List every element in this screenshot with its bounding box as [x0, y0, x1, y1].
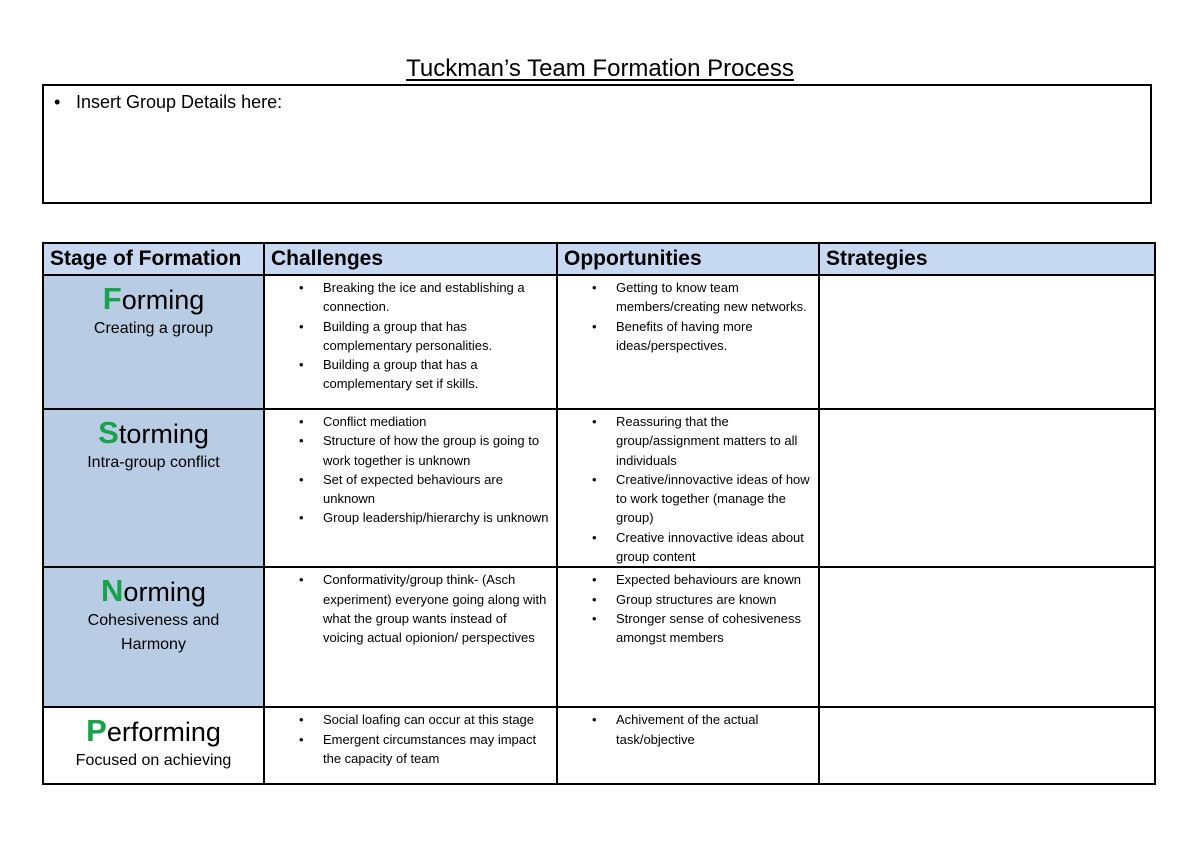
list-item: • Stronger sense of cohesiveness amongst members [616, 609, 812, 648]
header-strategies: Strategies [819, 243, 1155, 275]
document-title: Tuckman’s Team Formation Process [406, 55, 794, 82]
stage-cell-norming [43, 567, 264, 707]
list-item: • Building a group that has a complementary set if skills. [323, 355, 550, 394]
opportunities-cell [557, 567, 819, 707]
stage-initial: S [98, 415, 119, 450]
challenges-cell [264, 707, 557, 784]
strategies-cell[interactable] [819, 567, 1155, 707]
group-details-box[interactable] [42, 84, 1152, 204]
list-item: • Expected behaviours are known [616, 570, 812, 589]
stage-description: Intra-group conflict [87, 454, 220, 471]
stage-rest: torming [118, 419, 209, 449]
table-row [43, 275, 1155, 409]
list-item: • Conflict mediation [323, 412, 550, 431]
stage-initial: P [86, 713, 107, 749]
strategies-cell[interactable] [819, 275, 1155, 409]
list-item: • Getting to know team members/creating new networks. [616, 278, 812, 317]
stage-name [44, 574, 263, 609]
strategies-cell[interactable] [819, 707, 1155, 784]
list-item: • Creative innovactive ideas about group content [616, 528, 812, 567]
list-item: • Breaking the ice and establishing a connection. [323, 278, 550, 317]
list-item: • Social loafing can occur at this stage [323, 710, 550, 729]
opportunities-cell [557, 275, 819, 409]
challenges-cell [264, 275, 557, 409]
stage-name [44, 282, 263, 317]
strategies-cell[interactable] [819, 409, 1155, 567]
challenges-cell [264, 567, 557, 707]
table-header-row [43, 243, 1155, 275]
list-item: • Creative/innovactive ideas of how to work together (manage the group) [616, 470, 812, 528]
stage-cell-storming [43, 409, 264, 567]
list-item: • Group leadership/hierarchy is unknown [323, 508, 550, 527]
list-item: • Building a group that has complementary personalities. [323, 317, 550, 356]
list-item: • Emergent circumstances may impact the capacity of team [323, 730, 550, 769]
stage-description: Cohesiveness and Harmony [87, 612, 220, 654]
list-item: • Benefits of having more ideas/perspectives. [616, 317, 812, 356]
stage-description: Creating a group [93, 320, 214, 337]
tuckman-table [42, 242, 1156, 785]
list-item: • Reassuring that the group/assignment matters to all individuals [616, 412, 812, 470]
stage-name [44, 416, 263, 451]
stage-name [44, 714, 263, 749]
table-row [43, 707, 1155, 784]
challenges-cell [264, 409, 557, 567]
stage-initial: F [102, 281, 122, 316]
header-challenges: Challenges [264, 243, 557, 275]
stage-rest: orming [121, 285, 205, 315]
header-stage: Stage of Formation [43, 243, 264, 275]
opportunities-cell [557, 409, 819, 567]
list-item: • Set of expected behaviours are unknown [323, 470, 550, 509]
list-item: • Structure of how the group is going to work together is unknown [323, 431, 550, 470]
stage-initial: N [101, 573, 124, 609]
table-row [43, 409, 1155, 567]
table-row [43, 567, 1155, 707]
list-item: • Conformativity/group think- (Asch experiment) everyone going along with what the group wants instead of voicing actual opionion/ perspectives [323, 570, 550, 647]
stage-rest: orming [123, 577, 206, 608]
stage-description: Focused on achieving [75, 752, 232, 770]
opportunities-cell [557, 707, 819, 784]
list-item: • Achivement of the actual task/objective [616, 710, 812, 749]
group-details-prompt: • Insert Group Details here: [76, 92, 282, 113]
list-item: • Group structures are known [616, 590, 812, 609]
stage-cell-forming [43, 275, 264, 409]
header-opportunities: Opportunities [557, 243, 819, 275]
stage-rest: erforming [106, 717, 221, 748]
stage-cell-performing [43, 707, 264, 784]
